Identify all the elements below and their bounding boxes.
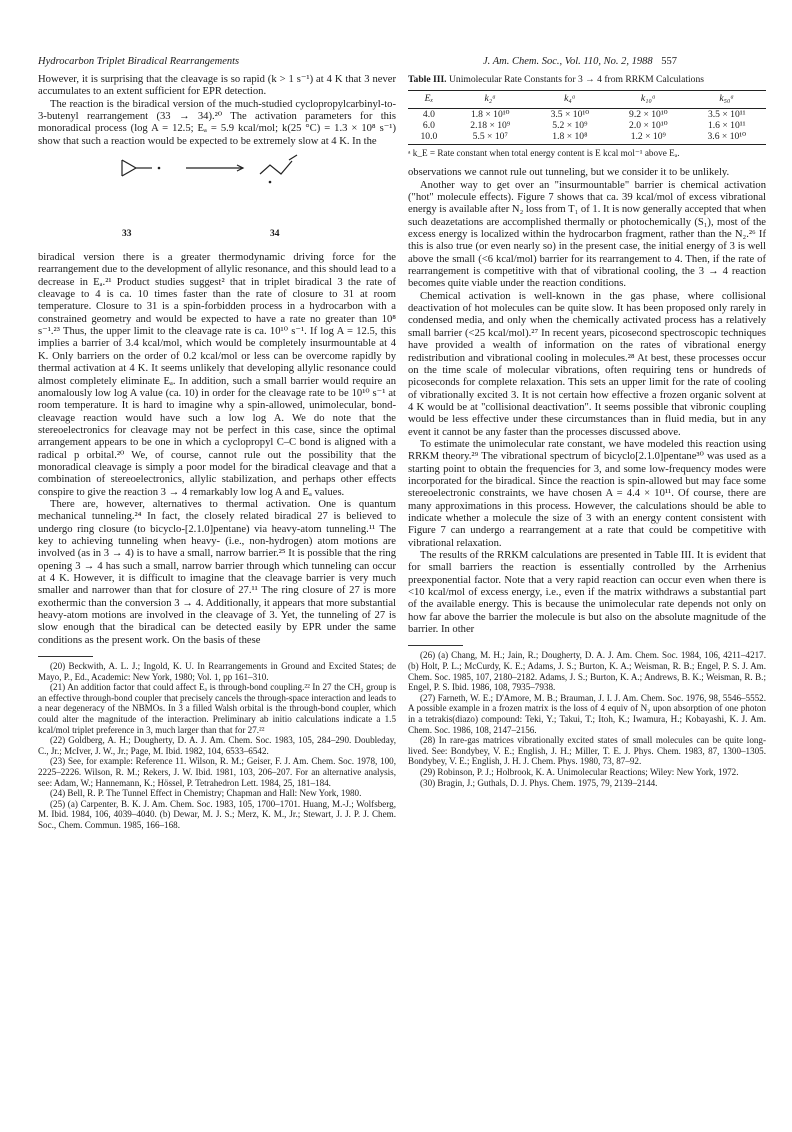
footnote-divider (408, 645, 463, 646)
footnote-divider (38, 656, 93, 657)
table-caption (408, 74, 766, 85)
radical-dot (158, 167, 161, 170)
footnote: (27) Farneth, W. E.; D'Amore, M. B.; Brauman, J. I. J. Am. Chem. Soc. 1976, 98, 5546–5552. A possible example in a frozen matrix is the loss of 4 equiv of N₂ upon absorption of one photon in a tetrakis(diazo) compound: Teki, Y.; Takui, T.; Itoh, K.; Iwamura, H.; Kobayashi, K. J. Am. Chem. Soc. 1986, 108, 2147–2156. (408, 692, 766, 735)
table-cell: 2.18 × 10⁹ (470, 119, 511, 131)
footnotes-right (408, 650, 766, 788)
table-row (408, 120, 766, 131)
table-cell: 5.2 × 10⁹ (552, 119, 588, 131)
table-header-row (408, 91, 766, 108)
column-header: k₅₀ᵃ (688, 91, 766, 108)
rate-constant-table (408, 90, 766, 145)
table-cell: 3.5 × 10¹¹ (707, 108, 746, 120)
footnote: (20) Beckwith, A. L. J.; Ingold, K. U. In Rearrangements in Ground and Excited States; de Mayo, P., Ed., Academic: New York, 1980; Vol. 1, pp 161–310. (38, 661, 396, 682)
table-cell: 10.0 (408, 131, 450, 145)
paragraph: The results of the RRKM calculations are presented in Table III. It is evident that for small barriers the reaction is essentially controlled by the Arrhenius preexponential factor. Note that a very rapid reaction can occur even when there is <10 kcal/mol of excess energy, i.e., even if the matrix withdraws a substantial part of the available energy. This is because the unimolecular rate depends not only on how far above the barrier the molecule is but also on the absolute magnitude of the barrier. In other (408, 550, 766, 636)
paragraph: observations we cannot rule out tunneling, but we consider it to be unlikely. (408, 167, 730, 179)
paragraph: To estimate the unimolecular rate constant, we have modeled this reaction using RRKM theory.²⁹ The vibrational spectrum of bicyclo[2.1.0]pentane³⁰ was used as a starting point to obtain the frequencies for 3, and some low-frequency modes were incorporated for the biradical. Since the reaction is spin-allowed but may face some stereoelectronic constraints, we have chosen A = 4.4 × 10¹¹. Of course, there are many approximations in this process. However, the calculations should be able to indicate whether a molecule the size of 3 with an energy content consistent with Figure 7 can undergo a rearrangement at a rate that could be competitive with vibrational relaxation. (408, 438, 766, 549)
journal-citation: J. Am. Chem. Soc., Vol. 110, No. 2, 1988 (483, 56, 653, 67)
running-header-journal (483, 56, 677, 67)
footnote: (28) In rare-gas matrices vibrationally excited states of small molecules can be quite long-lived. See: Bondybey, V. E.; English, J. H.; Miller, T. E. J. Phys. Chem. 1983, 87, 1300–1305. Bondybey, V. E.; English, J. H. J. Chem. Phys. 1980, 73, 87–92. (408, 735, 766, 767)
footnote: (21) An addition factor that could affect Eₐ is through-bond coupling.²² In 27 the CH₂ group is an effective through-bond coupler that precisely cancels the through-space interaction and leads to a near degeneracy of the NBMOs. In 3 a filled Walsh orbital is the through-bond coupler, which could alter the magnitude of the interaction. Preliminary ab initio calculations indicate a 1.5 kcal/mol triplet preference in 3, much larger than that for 27.²² (38, 682, 396, 735)
running-header-title: Hydrocarbon Triplet Biradical Rearrangements (38, 56, 240, 67)
table-cell: 4.0 (422, 108, 435, 120)
table-label: Table III. (408, 74, 447, 85)
table-cell: 3.5 × 10¹⁰ (550, 108, 590, 120)
column-header: k₁₀ᵃ (609, 91, 687, 108)
table-cell: 2.0 × 10¹⁰ (629, 119, 668, 131)
column-header: k₄ᵃ (531, 91, 609, 108)
table-cell: 5.5 × 10⁷ (450, 131, 531, 145)
table-row (408, 108, 766, 120)
footnote: (23) See, for example: Reference 11. Wilson, R. M.; Geiser, F. J. Am. Chem. Soc. 1978, 100, 2225–2226. Wilson, R. M.; Rekers, J. W. Ibid. 1981, 103, 206–207. For an alternative analysis, see: Adam, W.; Hannemann, K.; Hössel, P. Tetrahedron Lett. 1984, 25, 181–184. (38, 756, 396, 788)
column-header: k₂ᵃ (450, 91, 531, 108)
column-header: Eₓ (408, 91, 450, 108)
footnote: (26) (a) Chang, M. H.; Jain, R.; Dougherty, D. A. J. Am. Chem. Soc. 1984, 106, 4211–4217. (b) Holt, P. L.; McCurdy, K. E.; Adams, J. S.; Burton, K. A.; Weisman, R. B.; Engel, P. S. J. Am. Chem. Soc. 1985, 107, 2180–2182. Adams, J. S.; Burton, K. A.; Andrews, B. K.; Weisman, R. B.; Engel, P. S. Ibid. 1986, 108, 7935–7938. (408, 650, 766, 693)
paragraph: The reaction is the biradical version of the much-studied cyclopropylcarbinyl-to-3-butenyl rearrangement (33 → 34).²⁰ The activation parameters for this monoradical process (log A = 12.5; Eₐ = 5.9 kcal/mol; k(25 °C) = 1.3 × 10⁸ s⁻¹) show that such a reaction would be expected to be extremely slow at 4 K. In the (38, 98, 396, 147)
compound-label-33: 33 (122, 229, 132, 240)
footnote: (25) (a) Carpenter, B. K. J. Am. Chem. Soc. 1983, 105, 1700–1701. Huang, M.-J.; Wolfsberg, M. Ibid. 1984, 106, 4039–4040. (b) Dewar, M. J. S.; Merz, K. M., Jr.; Stewart, J. J. P. J. Chem. Soc., Chem. Commun. 1985, 166–168. (38, 798, 396, 830)
paragraph: However, it is surprising that the cleavage is so rapid (k > 1 s⁻¹) at 4 K that 3 never accumulates to an extent sufficient for EPR detection. (38, 74, 396, 98)
scheme-structures (38, 150, 396, 252)
table-cell: 1.2 × 10⁹ (609, 131, 687, 145)
table-footnote: ᵃ k_E = Rate constant when total energy content is E kcal mol⁻¹ above Eₐ. (408, 148, 680, 159)
footnote: (24) Bell, R. P. The Tunnel Effect in Chemistry; Chapman and Hall: New York, 1980. (50, 788, 362, 799)
table-row (408, 131, 766, 145)
footnote: (29) Robinson, P. J.; Holbrook, K. A. Unimolecular Reactions; Wiley: New York, 1972. (420, 766, 739, 777)
right-column (408, 74, 766, 788)
footnote: (30) Bragin, J.; Guthals, D. J. Phys. Chem. 1975, 79, 2139–2144. (420, 777, 658, 788)
paragraph: There are, however, alternatives to thermal activation. One is quantum mechanical tunneling.²⁴ In fact, the closely related biradical 27 is believed to undergo ring closure (to bicyclo-[2.1.0]pentane) via heavy-atom tunneling.¹¹ The key to achieving tunneling when heavy- (i.e., non-hydrogen) atom motions are involved (as in 3 → 4) is to have a small, narrow barrier.²⁵ It is possible that the ring opening 3 → 4 has such a small, narrow barrier through which tunneling can occur at 4 K. However, it is difficult to imagine that the cleavage barrier is very much smaller and narrower than that for closure of 27.¹¹ The ring closure of 27 is more exothermic than the conversion 3 → 4. Additionally, it appears that more substantial heavy-atom motions are involved in the cleavage of 3. Yet, the tunneling of 27 is slow enough that the biradical can be detected easily by EPR under the same conditions as the present work. On the basis of these (38, 498, 396, 646)
table-cell: 1.8 × 10¹⁰ (470, 108, 510, 120)
table-cell: 3.6 × 10¹⁰ (688, 131, 766, 145)
table-cell: 1.6 × 10¹¹ (707, 119, 746, 131)
paragraph: biradical version there is a greater thermodynamic driving force for the rearrangement due to the development of allylic resonance, and this should lead to a decrease in Eₐ.²¹ Product studies suggest² that in triplet biradical 3 the rate of cleavage to 4 is ca. 10 times faster than the rate of closure to 31 at room temperature. Closure to 31 is a spin-forbidden process in a hydrocarbon with a constrained geometry and would be expected to have a rate no greater than 10⁸ s⁻¹.²³ Thus, the upper limit to the cleavage rate is ca. 10¹⁰ s⁻¹. If log A = 12.5, this implies a barrier of 3.4 kcal/mol, which would be completely insurmountable at 4 K. Only barriers on the order of 0.2 kcal/mol or less can be overcome rapidly by thermal activation at 4 K. It seems unlikely that developing allylic resonance could almost completely eliminate Eₐ. In addition, such a small barrier would require an anomalously low log A value (ca. 10) in order for the cleavage rate to be 10¹⁰ s⁻¹ at room temperature. It is hard to imagine why a spin-allowed, unimolecular, bond-cleavage reaction would have such a low log A. We do note that the stereoelectronics for cleavage may not be perfect in this case, since the optimal arrangement appears to be one in which a cyclopropyl C–C bond is aligned with a radical p orbital.²⁰ We, of course, cannot rule out the possibility that the monoradical cleavage is simply a poor model for the biradical cleavage and that a combination of stereoelectronics, allylic stabilization, and perhaps other effects conspire to give the reaction 3 → 4 remarkably low log A and Eₐ values. (38, 252, 396, 498)
table-cell: 9.2 × 10¹⁰ (629, 108, 668, 120)
table-title: Unimolecular Rate Constants for 3 → 4 from RRKM Calculations (448, 74, 704, 85)
table-cell: 1.8 × 10⁸ (531, 131, 609, 145)
table-cell: 6.0 (422, 119, 435, 131)
radical-dot (269, 181, 272, 184)
footnote: (22) Goldberg, A. H.; Dougherty, D. A. J. Am. Chem. Soc. 1983, 105, 284–290. Doubleday, C., Jr.; McIver, J. W., Jr.; Page, M. Ibid. 1982, 104, 6533–6542. (38, 735, 396, 756)
paragraph: Another way to get over an "insurmountable" barrier is chemical activation ("hot" molecule effects). Figure 7 shows that ca. 39 kcal/mol of excess vibrational energy is available after N₂ loss from T₁ of 1. It is now generally accepted that when such deazetations are accomplished thermally or photochemically (S₁), most of the excess energy is localized within the hydrocarbon fragment, rather than the N₂.²⁶ If this is also true (or even nearly so) in the present case, the initial energy of 3 is well above the small (<6 kcal/mol) barrier for its rearrangement to 4. Then, if the rate of rearrangement is competitive with that of vibrational cooling, the 3 → 4 reaction becomes quite viable under the reaction conditions. (408, 179, 766, 290)
compound-label-34: 34 (270, 229, 280, 240)
left-column (38, 74, 396, 831)
page-number: 557 (661, 56, 678, 67)
reaction-scheme (38, 150, 396, 252)
footnotes-left (38, 661, 396, 831)
paragraph: Chemical activation is well-known in the gas phase, where collisional deactivation of hot molecules can be quite slow. It has been proposed only rarely in condensed media, and only when the chemically activated process has a relatively small barrier (<25 kcal/mol).²⁷ In recent years, picosecond spectroscopic techniques have provided a wealth of information on the rates of vibrational energy redistribution and vibrational cooling in molecules.²⁸ At best, these processes occur on the time scale of molecular vibrations, often requiring tens or hundreds of picoseconds for complete relaxation. This sets an upper limit for the rate of cooling of vibrationally excited 3. It is not certain how effective a frozen organic solvent at 4 K would be at "collisional deactivation". It seems possible that vibronic coupling would be less effective under these circumstances than in fluid media, but in any event it cannot be any faster than the processes discussed above. (408, 290, 766, 438)
